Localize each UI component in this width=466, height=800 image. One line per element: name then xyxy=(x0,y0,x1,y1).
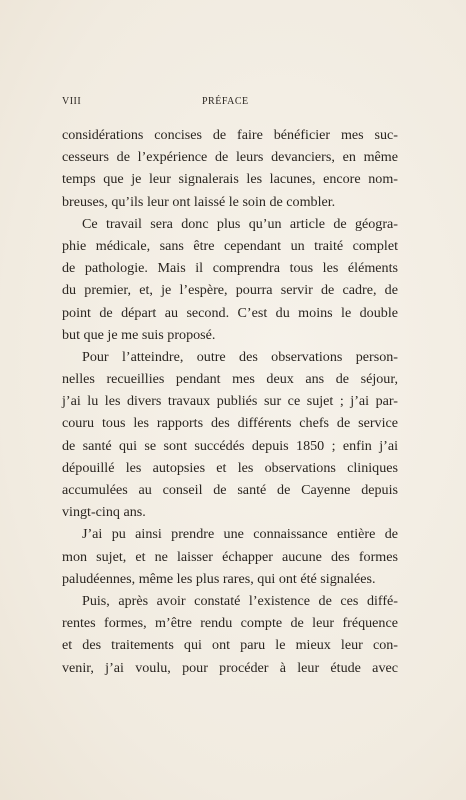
text-line: et des traitements qui ont paru le mieux leur con- xyxy=(62,637,398,654)
text-line: paludéennes, même les plus rares, qui ont été signalées. xyxy=(62,570,376,587)
body-text xyxy=(62,124,398,679)
text-line: Pour l’atteindre, outre des observations person- xyxy=(82,348,398,365)
text-line: de santé qui se sont succédés depuis 1850 ; enfin j’ai xyxy=(62,437,398,454)
text-line: du premier, et, je l’espère, pourra servir de cadre, de xyxy=(62,282,398,299)
text-line: J’ai pu ainsi prendre une connaissance entière de xyxy=(82,526,398,543)
text-line: considérations concises de faire bénéficier mes suc- xyxy=(62,127,398,143)
page-number: VIII xyxy=(62,96,82,107)
running-title: PRÉFACE xyxy=(202,96,249,107)
text-line: Ce travail sera donc plus qu’un article de géogra- xyxy=(82,215,398,232)
page-header xyxy=(62,96,398,110)
text-line: point de départ au second. C’est du moins le double xyxy=(62,304,398,321)
text-line: Puis, après avoir constaté l’existence de ces diffé- xyxy=(82,592,398,609)
text-line: dépouillé les autopsies et les observations cliniques xyxy=(62,459,398,476)
text-line: but que je me suis proposé. xyxy=(62,326,216,343)
text-line: mon sujet, et ne laisser échapper aucune des formes xyxy=(62,548,398,565)
text-line: accumulées au conseil de santé de Cayenne depuis xyxy=(62,482,398,498)
text-line: venir, j’ai voulu, pour procéder à leur étude avec xyxy=(62,659,398,676)
text-line: j’ai lu les divers travaux publiés sur ce sujet ; j’ai par- xyxy=(62,393,398,410)
text-line: breuses, qu’ils leur ont laissé le soin de combler. xyxy=(62,193,336,210)
text-line: temps que je leur signalerais les lacunes, encore nom- xyxy=(62,171,398,188)
text-line: rentes formes, m’être rendu compte de leur fréquence xyxy=(62,615,398,632)
text-line: vingt-cinq ans. xyxy=(62,504,146,521)
text-line: cesseurs de l’expérience de leurs devanciers, en même xyxy=(62,149,398,166)
text-line: phie médicale, sans être cependant un traité complet xyxy=(62,237,398,254)
text-line: nelles recueillies pendant mes deux ans de séjour, xyxy=(62,371,398,388)
text-line: de pathologie. Mais il comprendra tous les éléments xyxy=(62,260,398,277)
text-line: couru tous les rapports des différents chefs de service xyxy=(62,415,398,432)
